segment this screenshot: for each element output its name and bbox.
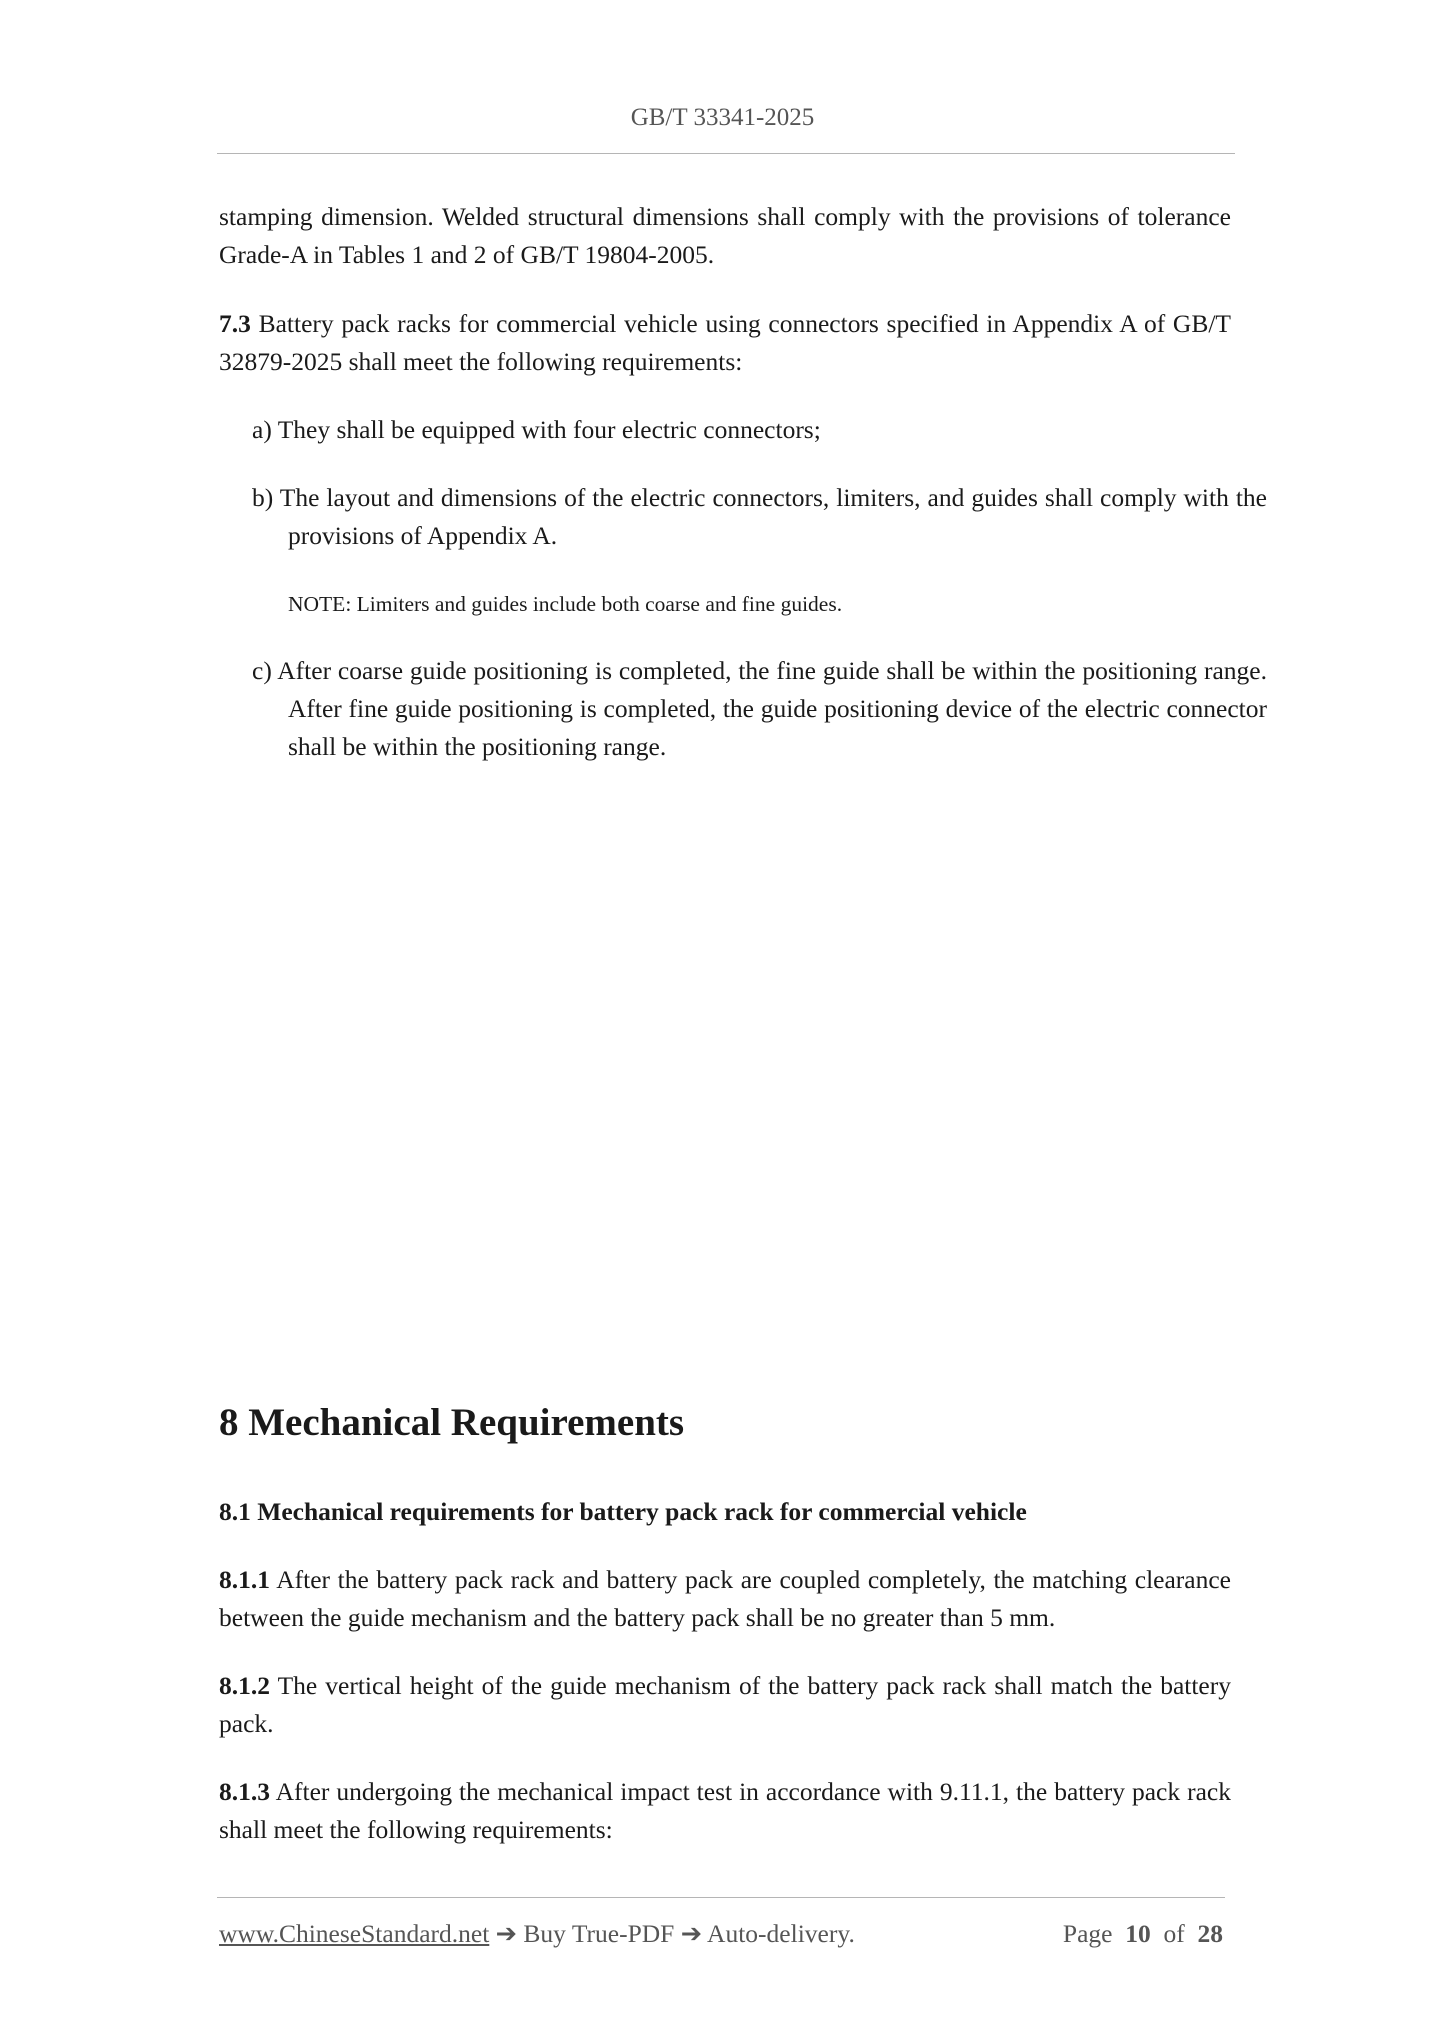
clause-text: The vertical height of the guide mechanism of the battery pack rack shall match the battery pack. xyxy=(219,1671,1231,1738)
clause-8-1-2 xyxy=(219,1667,1231,1743)
clause-8-1-1 xyxy=(219,1561,1231,1637)
clause-number: 8.1.2 xyxy=(219,1671,270,1700)
clause-text: Battery pack racks for commercial vehicle using connectors specified in Appendix A of GB/T 32879-2025 shall meet the following requirements: xyxy=(219,309,1231,376)
clause-number: 7.3 xyxy=(219,309,251,338)
paragraph-continuation: stamping dimension. Welded structural dimensions shall comply with the provisions of tolerance Grade-A in Tables 1 and 2 of GB/T 19804-2005. xyxy=(219,202,1231,269)
footer-divider xyxy=(217,1897,1225,1898)
header-divider xyxy=(217,153,1235,154)
site-link[interactable]: www.ChineseStandard.net xyxy=(219,1919,490,1948)
subsection-heading-8-1: 8.1 Mechanical requirements for battery pack rack for commercial vehicle xyxy=(219,1497,1027,1526)
running-header: GB/T 33341-2025 xyxy=(630,104,815,131)
page-label: Page xyxy=(1062,1919,1113,1948)
clause-number: 8.1.1 xyxy=(219,1565,270,1594)
footer-buy-text: ➔ Buy True-PDF ➔ Auto-delivery. xyxy=(489,1919,855,1948)
note: NOTE: Limiters and guides include both coarse and fine guides. xyxy=(288,592,843,616)
page-indicator xyxy=(1063,1917,1223,1951)
current-page-number: 10 xyxy=(1125,1919,1151,1948)
clause-7-3 xyxy=(219,305,1231,381)
of-label: of xyxy=(1163,1919,1185,1948)
footer-promo xyxy=(219,1917,855,1951)
clause-8-1-3 xyxy=(219,1773,1231,1849)
list-item-a: a) They shall be equipped with four electric connectors; xyxy=(252,415,821,444)
section-heading-8: 8 Mechanical Requirements xyxy=(219,1401,685,1444)
list-item-c: c) After coarse guide positioning is completed, the fine guide shall be within the positioning range. After fine guide positioning is completed, the guide positioning device of the electric connector shall be within the positioning range. xyxy=(252,656,1267,761)
clause-text: After the battery pack rack and battery pack are coupled completely, the matching clearance between the guide mechanism and the battery pack shall be no greater than 5 mm. xyxy=(219,1565,1231,1632)
clause-text: After undergoing the mechanical impact test in accordance with 9.11.1, the battery pack rack shall meet the following requirements: xyxy=(219,1777,1231,1844)
total-pages-number: 28 xyxy=(1197,1919,1223,1948)
clause-number: 8.1.3 xyxy=(219,1777,270,1806)
list-item-b: b) The layout and dimensions of the electric connectors, limiters, and guides shall comply with the provisions of Appendix A. xyxy=(252,483,1267,550)
